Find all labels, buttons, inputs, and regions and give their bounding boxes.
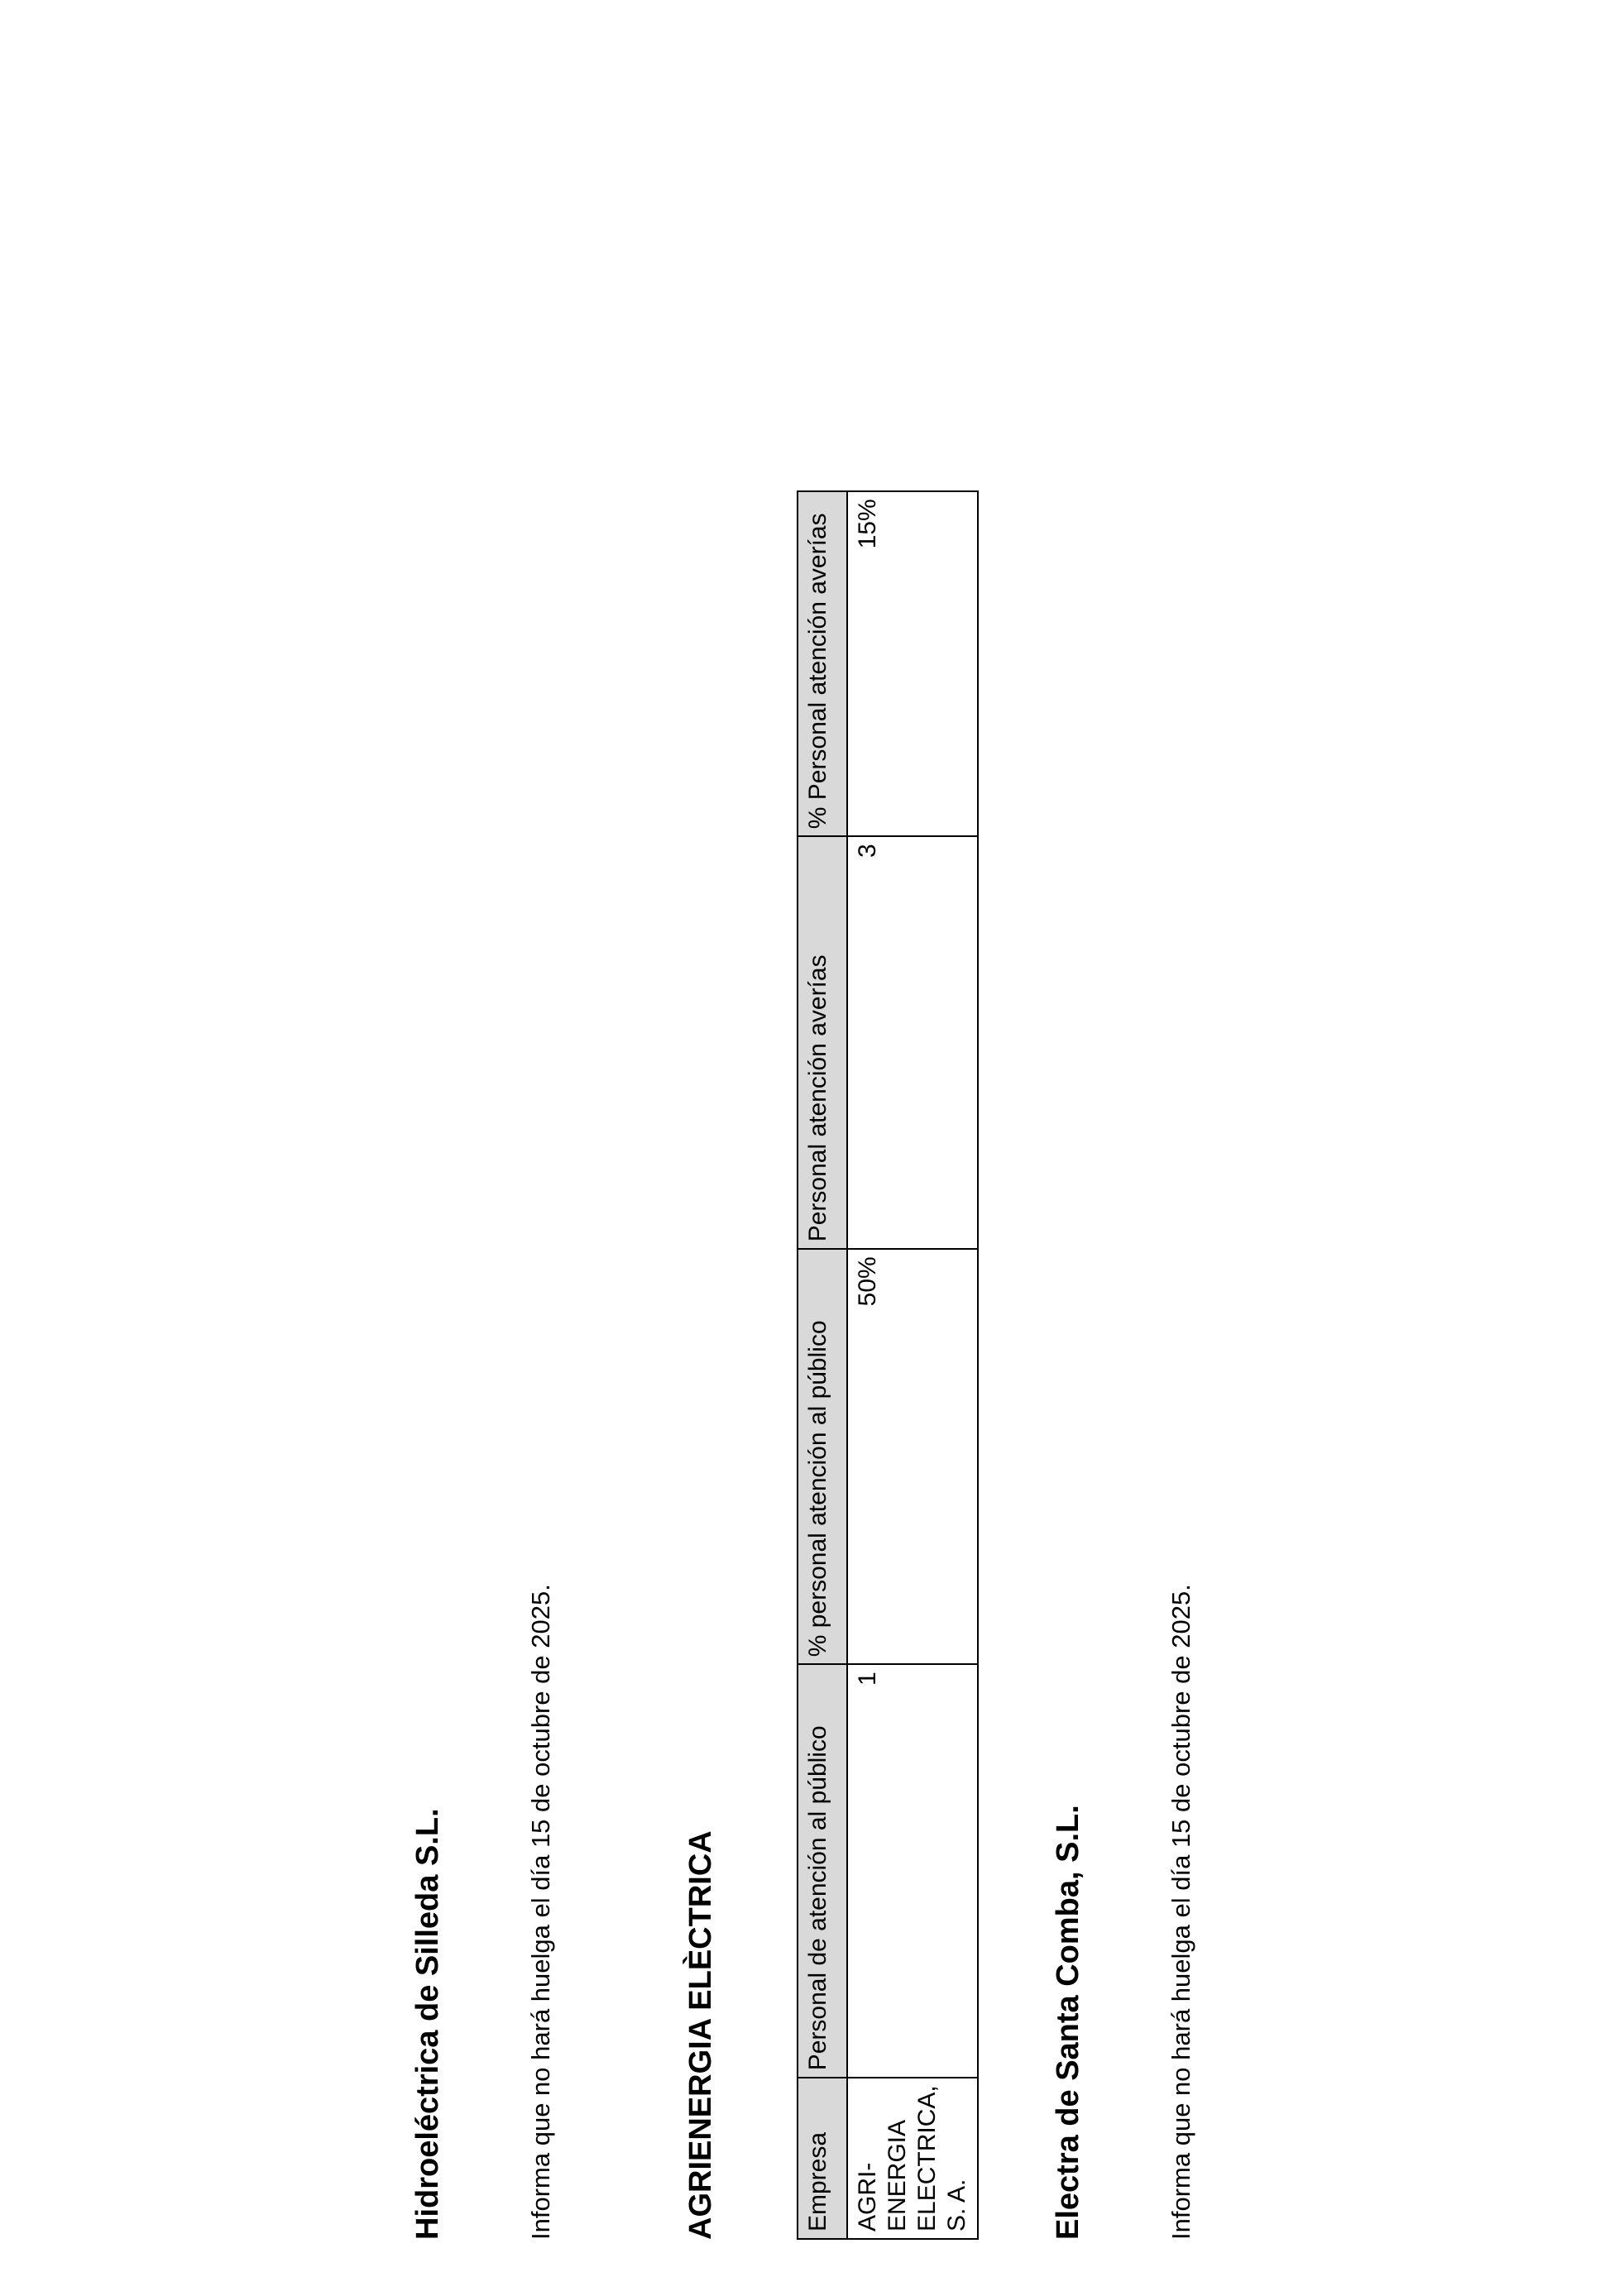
column-header-pct-publico: % personal atención al público xyxy=(798,1249,847,1664)
section-text-silleda: Informa que no hará huelga el día 15 de octubre de 2025. xyxy=(526,1584,555,2240)
column-header-empresa: Empresa xyxy=(798,2078,847,2239)
table-header-row xyxy=(798,491,847,2239)
section-title-silleda: Hidroeléctrica de Silleda S.L. xyxy=(410,1808,445,2240)
column-header-personal-publico: Personal de atención al público xyxy=(798,1664,847,2078)
staffing-table xyxy=(797,490,979,2240)
cell-pct-averias: 15% xyxy=(847,491,978,836)
cell-personal-averias: 3 xyxy=(847,836,978,1249)
cell-empresa: AGRI-ENERGIA ELECTRICA, S. A. xyxy=(847,2078,978,2239)
section-title-agrienergia: AGRIENERGIA ELÈCTRICA xyxy=(683,1830,718,2240)
cell-pct-publico: 50% xyxy=(847,1249,978,1664)
table-row xyxy=(847,491,978,2239)
column-header-personal-averias: Personal atención averías xyxy=(798,836,847,1249)
cell-personal-publico: 1 xyxy=(847,1664,978,2078)
section-text-santa-comba: Informa que no hará huelga el día 15 de octubre de 2025. xyxy=(1167,1584,1195,2240)
section-title-santa-comba: Electra de Santa Comba, S.L. xyxy=(1051,1805,1085,2240)
column-header-pct-averias: % Personal atención averías xyxy=(798,491,847,836)
